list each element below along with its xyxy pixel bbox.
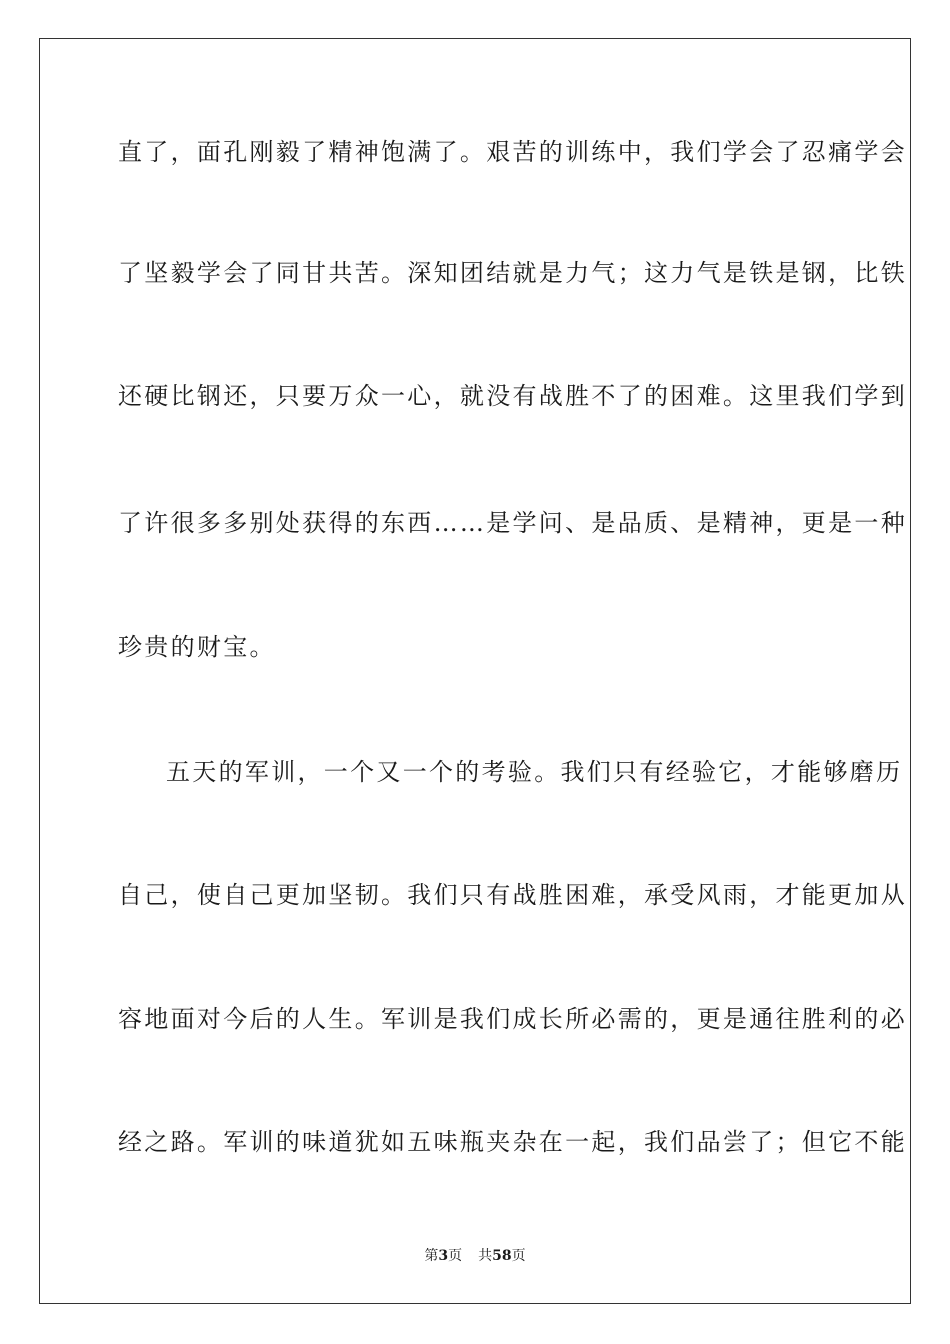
page-footer bbox=[0, 1247, 950, 1265]
total-prefix: 共 bbox=[478, 1248, 493, 1264]
total-suffix: 页 bbox=[511, 1248, 526, 1264]
body-line-8: 容地面对今后的人生。军训是我们成长所必需的，更是通往胜利的必 bbox=[118, 1005, 907, 1033]
page-border bbox=[39, 38, 911, 1304]
paragraph-first-line: 五天的军训，一个又一个的考验。我们只有经验它，才能够磨历 bbox=[166, 758, 903, 786]
page-suffix: 页 bbox=[448, 1248, 463, 1264]
body-line-1: 直了，面孔刚毅了精神饱满了。艰苦的训练中，我们学会了忍痛学会 bbox=[118, 138, 907, 166]
body-line-4: 了许很多多别处获得的东西……是学问、是品质、是精神，更是一种 bbox=[118, 509, 907, 537]
body-line-5: 珍贵的财宝。 bbox=[118, 633, 276, 661]
body-line-3: 还硬比钢还，只要万众一心，就没有战胜不了的困难。这里我们学到 bbox=[118, 382, 907, 410]
total-pages: 58 bbox=[492, 1248, 512, 1264]
page-number: 3 bbox=[438, 1248, 449, 1264]
body-line-7: 自己，使自己更加坚韧。我们只有战胜困难，承受风雨，才能更加从 bbox=[118, 881, 907, 909]
body-line-2: 了坚毅学会了同甘共苦。深知团结就是力气；这力气是铁是钢，比铁 bbox=[118, 259, 907, 287]
body-line-9: 经之路。军训的味道犹如五味瓶夹杂在一起，我们品尝了；但它不能 bbox=[118, 1128, 907, 1156]
page-prefix: 第 bbox=[424, 1248, 439, 1264]
